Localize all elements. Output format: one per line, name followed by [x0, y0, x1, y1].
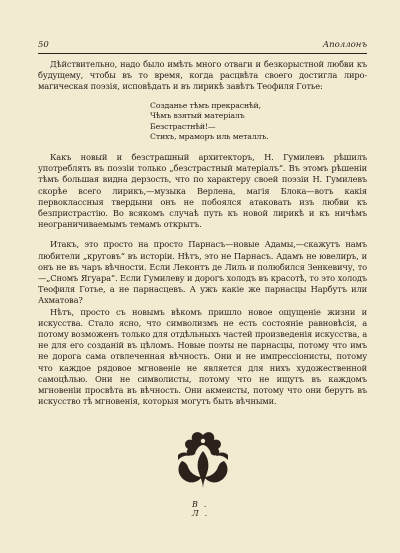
signature-initials: В. Л. [192, 500, 214, 518]
poem-line: Стихъ, мраморъ иль металлъ. [150, 132, 269, 142]
floral-vignette-icon [168, 427, 238, 497]
paragraph: Дѣйствительно, надо было имѣть много отваги и безкорыстной любви къ будущему, чтобы въ то время, когда расцвѣта своего достигла лиро-магическая поэзія, исповѣдать и въ лирикѣ завѣтъ Теофиля Готье: [38, 59, 367, 92]
page-number: 50 [38, 40, 49, 50]
paragraph: Нѣтъ, просто съ новымъ вѣкомъ пришло новое ощущеніе жизни и искусства. Стало ясно, что символизмъ не есть состояніе равновѣсія, а потому возможенъ только для отдѣльныхъ частей произведенія искусства, а не для его созданій въ цѣломъ. Новые поэты не парнасцы, потому что имъ не дорога сама отвлеченная вѣчность. Они и не импрессіонисты, потому что каждое рядовое мгновеніе не является для нихъ художественной самоцѣлью. Они не символисты, потому что не ищутъ въ каждомъ мгновеніи просвѣта въ вѣчность. Они акмеисты, потому что они берутъ въ искусство тѣ мгновенія, которыя могутъ быть вѣчными. [38, 306, 367, 407]
poem-quote [150, 101, 367, 143]
poem-line: Созданье тѣмъ прекраснѣй, [150, 100, 261, 110]
article-body [38, 59, 367, 407]
running-header [38, 40, 367, 54]
poem-line: Безстрастнѣй!— [150, 121, 216, 131]
paragraph: Какъ новый и безстрашный архитекторъ, Н. Гумилевъ рѣшилъ употреблять въ поэзіи только „безстрастный матеріалъ“. Въ этомъ рѣшеніи тѣмъ большая видна дерзость, что по характеру своей поэзіи Н. Гумилевъ скорѣе всего лирикъ,—музыка Верлена, магія Блока—вотъ какія первоклассныя твердыни онъ не побоялся атаковать изъ любви къ безпристрастію. Во всякомъ случаѣ путь къ новой лирикѣ и къ ничѣмъ неограничиваемымъ темамъ открытъ. [38, 151, 367, 230]
poem-line: Чѣмъ взятый матеріалъ [150, 111, 245, 121]
paragraph: Итакъ, это просто на просто Парнасъ—новые Адамы,—скажутъ намъ любители „круговъ“ въ исторіи. Нѣтъ, это не Парнасъ. Адамъ не ювелиръ, и онъ не въ чаръ вѣчности. Если Леконтъ де Лиль и полюбился Зенкевичу, то—„Сномъ Ягуара“. Если Гумилеву и дорогъ холодъ въ красотѣ, то это холодъ Теофиля Готье, а не парнасцевъ. А ужъ какіе же парнасцы Нарбутъ или Ахматова? [38, 239, 367, 306]
running-title: Аполлонъ [322, 40, 367, 50]
header-rule [38, 53, 367, 54]
